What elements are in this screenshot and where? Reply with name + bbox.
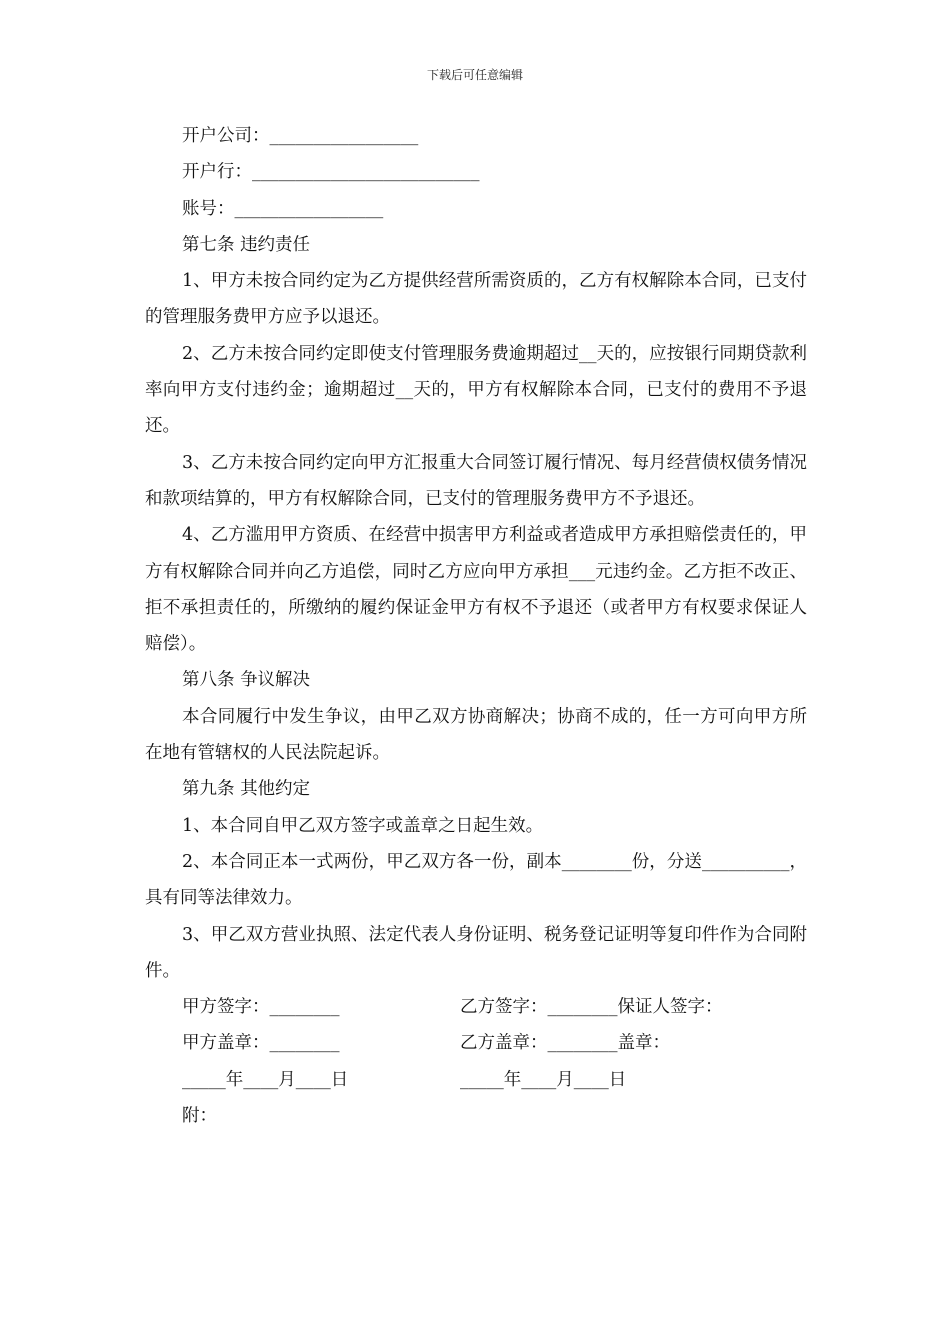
page-header-note: 下载后可任意编辑 xyxy=(426,68,523,82)
article-7-clause-1: 1、甲方未按合同约定为乙方提供经营所需资质的，乙方有权解除本合同，已支付的管理服务费甲方应予以退还。 xyxy=(145,271,807,328)
party-b-seal: 乙方盖章：________盖章： xyxy=(460,1033,670,1054)
date-right: _____年____月____日 xyxy=(460,1069,627,1090)
account-company-line: 开户公司：_________________ xyxy=(182,126,419,146)
article-8-clause-1: 本合同履行中发生争议，由甲乙双方协商解决；协商不成的，任一方可向甲方所在地有管辖权的人民法院起诉。 xyxy=(145,706,807,764)
account-bank-line: 开户行：__________________________ xyxy=(182,162,480,183)
contract-page xyxy=(145,118,807,1134)
attachment-label: 附： xyxy=(182,1106,217,1127)
article-7-clause-3: 3、乙方未按合同约定向甲方汇报重大合同签订履行情况、每月经营债权债务情况和款项结算的，甲方有权解除合同，已支付的管理服务费甲方不予退还。 xyxy=(145,452,807,509)
article-9-clause-3: 3、甲乙双方营业执照、法定代表人身份证明、税务登记证明等复印件作为合同附件。 xyxy=(145,924,807,981)
article-7-clause-4: 4、乙方滥用甲方资质、在经营中损害甲方利益或者造成甲方承担赔偿责任的，甲方有权解除合同并向乙方追偿，同时乙方应向甲方承担___元违约金。乙方拒不改正、拒不承担责任的，所缴纳的履约保证金甲方有权不予退还（或者甲方有权要求保证人赔偿）。 xyxy=(145,525,807,655)
party-a-signature: 甲方签字：________ xyxy=(182,997,340,1018)
article-9-clause-2: 2、本合同正本一式两份，甲乙双方各一份，副本________份，分送__________，具有同等法律效力。 xyxy=(145,851,807,909)
account-number-line: 账号：_________________ xyxy=(182,198,384,219)
signature-row xyxy=(145,989,807,1025)
article-7-title: 第七条 违约责任 xyxy=(182,234,311,255)
party-b-signature: 乙方签字：________保证人签字： xyxy=(460,997,723,1018)
date-row xyxy=(145,1062,807,1098)
party-a-seal: 甲方盖章：________ xyxy=(182,1033,340,1054)
article-7-clause-2: 2、乙方未按合同约定即使支付管理服务费逾期超过__天的，应按银行同期贷款利率向甲方支付违约金；逾期超过__天的，甲方有权解除本合同，已支付的费用不予退还。 xyxy=(145,343,807,437)
article-9-clause-1: 1、本合同自甲乙双方签字或盖章之日起生效。 xyxy=(182,815,544,836)
article-9-title: 第九条 其他约定 xyxy=(182,779,311,800)
article-8-title: 第八条 争议解决 xyxy=(182,670,311,691)
date-left: _____年____月____日 xyxy=(182,1069,349,1090)
seal-row xyxy=(145,1025,807,1061)
